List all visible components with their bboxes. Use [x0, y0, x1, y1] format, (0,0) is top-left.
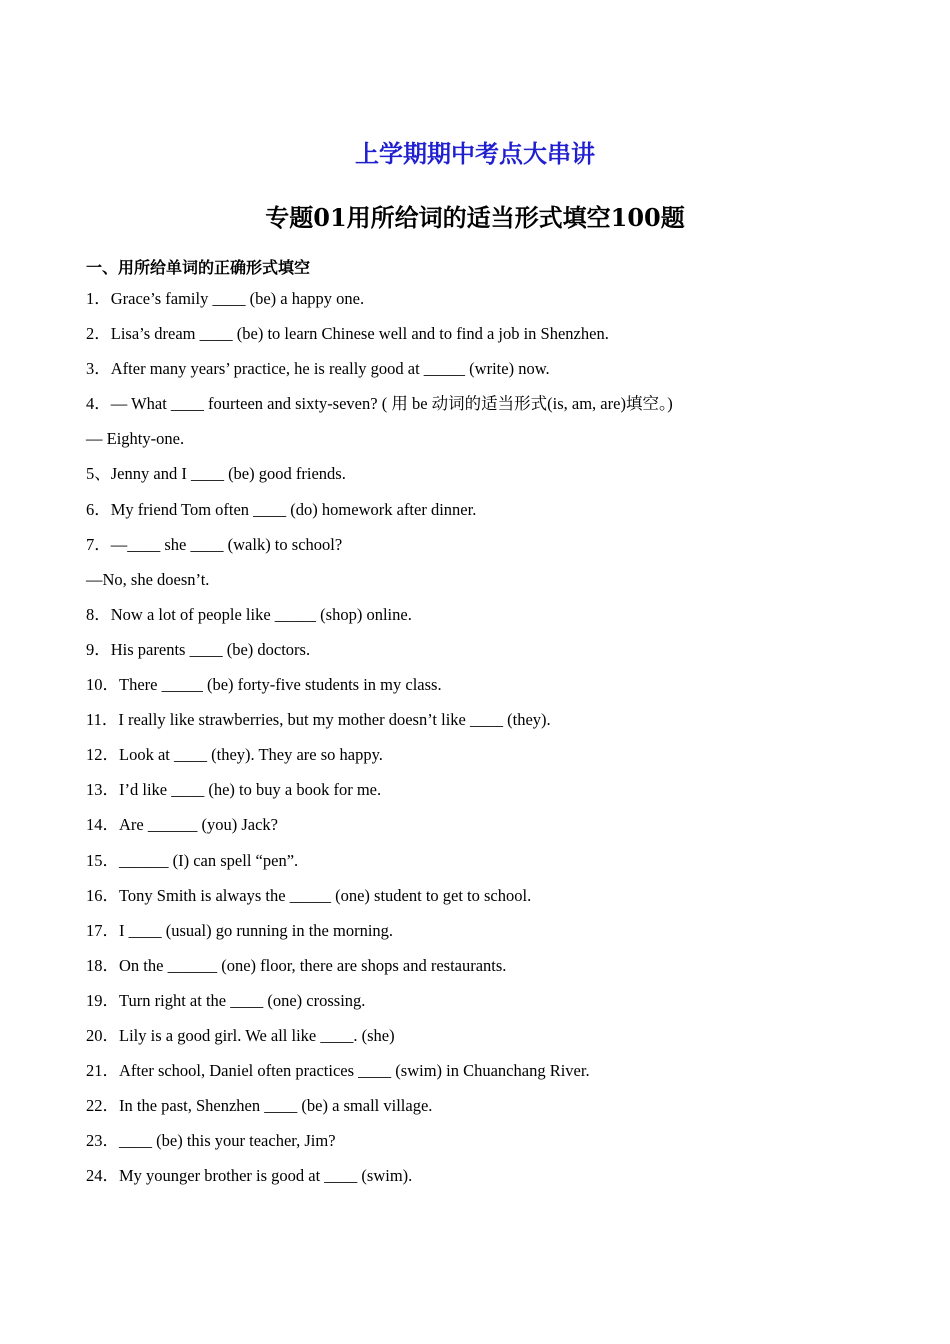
question-line: 16．Tony Smith is always the _____ (one) student to get to school.	[86, 885, 532, 905]
section-heading: 一、用所给单词的正确形式填空	[86, 258, 311, 277]
page-subtitle: 专题01用所给词的适当形式填空100题	[265, 203, 685, 232]
question-line: 7．—____ she ____ (walk) to school?	[86, 534, 343, 554]
question-line: 23．____ (be) this your teacher, Jim?	[86, 1131, 336, 1151]
question-line: 1．Grace’s family ____ (be) a happy one.	[86, 289, 365, 308]
question-line: 15．______ (I) can spell “pen”.	[86, 850, 299, 870]
question-line: 8．Now a lot of people like _____ (shop) online.	[86, 604, 412, 624]
answer-line: —No, she doesn’t.	[86, 569, 210, 589]
question-line: 2．Lisa’s dream ____ (be) to learn Chinese well and to find a job in Shenzhen.	[86, 324, 609, 344]
question-line: 19．Turn right at the ____ (one) crossing.	[86, 990, 366, 1010]
question-line: 10．There _____ (be) forty-five students in my class.	[86, 675, 442, 695]
question-line: 3．After many years’ practice, he is really good at _____ (write) now.	[86, 359, 550, 379]
question-line: 20．Lily is a good girl. We all like ____. (she)	[86, 1025, 395, 1045]
question-line: 12．Look at ____ (they). They are so happy.	[86, 745, 383, 765]
question-line: 24．My younger brother is good at ____ (swim).	[86, 1166, 413, 1186]
question-line: 6．My friend Tom often ____ (do) homework after dinner.	[86, 499, 477, 519]
question-list	[86, 288, 886, 1200]
question-line: 14．Are ______ (you) Jack?	[86, 815, 278, 835]
question-line: 4．— What ____ fourteen and sixty-seven? ( 用 be 动词的适当形式(is, am, are)填空。)	[86, 394, 673, 414]
question-line: 21．After school, Daniel often practices ____ (swim) in Chuanchang River.	[86, 1061, 590, 1081]
question-line: 18．On the ______ (one) floor, there are shops and restaurants.	[86, 955, 507, 975]
question-line: 11．I really like strawberries, but my mother doesn’t like ____ (they).	[86, 710, 551, 730]
page-title: 上学期期中考点大串讲	[355, 140, 595, 168]
question-line: 13．I’d like ____ (he) to buy a book for me.	[86, 780, 382, 800]
question-line: 9．His parents ____ (be) doctors.	[86, 639, 311, 659]
question-line: 17．I ____ (usual) go running in the morning.	[86, 920, 394, 940]
question-line: 22．In the past, Shenzhen ____ (be) a small village.	[86, 1096, 433, 1116]
answer-line: — Eighty-one.	[86, 429, 185, 449]
question-line: 5、Jenny and I ____ (be) good friends.	[86, 464, 346, 484]
